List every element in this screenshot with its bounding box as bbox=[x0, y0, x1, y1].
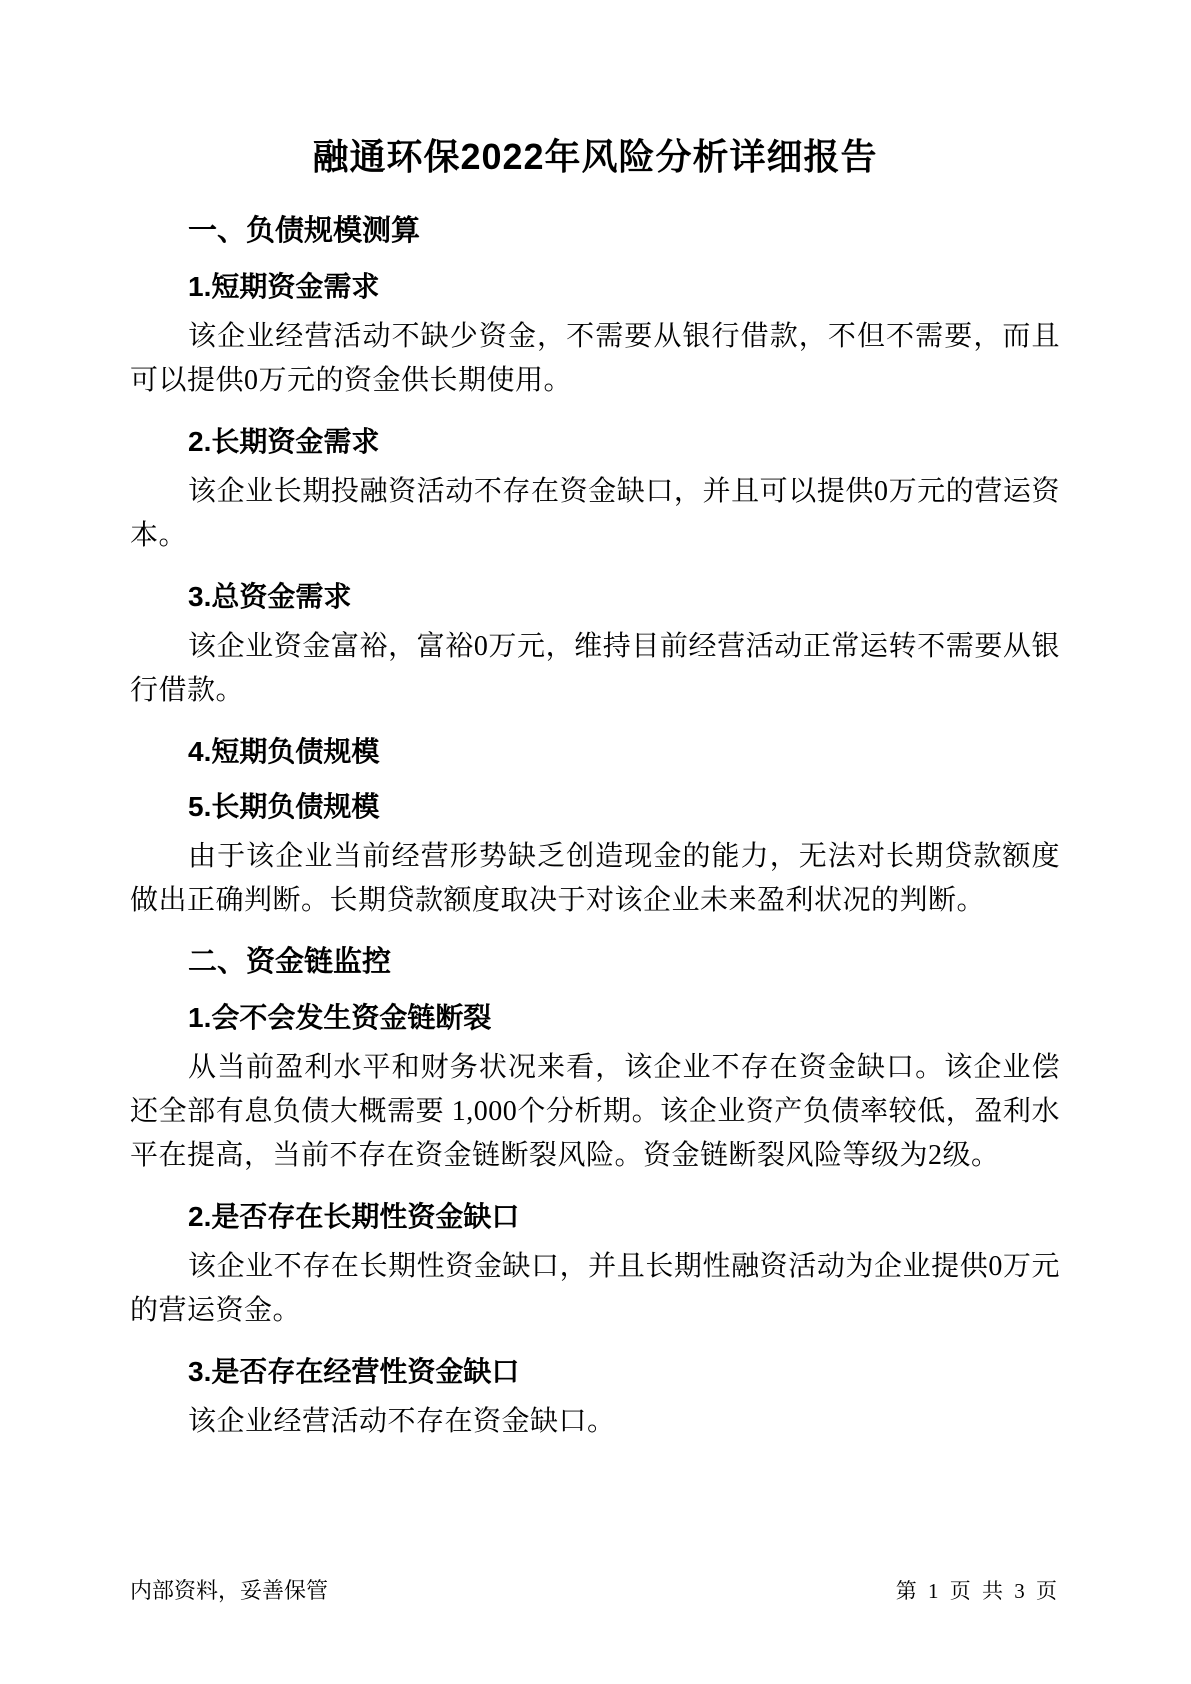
document-title: 融通环保2022年风险分析详细报告 bbox=[312, 136, 878, 177]
sub-heading: 2.长期资金需求 bbox=[188, 426, 380, 457]
footer-confidential-note: 内部资料，妥善保管 bbox=[130, 1578, 329, 1603]
sub-heading: 3.总资金需求 bbox=[188, 581, 352, 612]
document-body bbox=[130, 214, 1060, 1444]
section-heading: 一、负债规模测算 bbox=[188, 215, 421, 247]
section-heading: 二、资金链监控 bbox=[188, 946, 392, 978]
footer-page-number: 第 1 页 共 3 页 bbox=[895, 1579, 1060, 1603]
sub-heading: 1.短期资金需求 bbox=[188, 271, 380, 302]
sub-heading: 4.短期负债规模 bbox=[188, 736, 380, 767]
paragraph: 从当前盈利水平和财务状况来看，该企业不存在资金缺口。该企业偿还全部有息负债大概需要 1,000个分析期。该企业资产负债率较低，盈利水平在提高，当前不存在资金链断裂风险。资金链断裂风险等级为2级。 bbox=[130, 1052, 1060, 1171]
paragraph: 该企业不存在长期性资金缺口，并且长期性融资活动为企业提供0万元的营运资金。 bbox=[130, 1251, 1060, 1326]
paragraph: 该企业资金富裕，富裕0万元，维持目前经营活动正常运转不需要从银行借款。 bbox=[130, 631, 1060, 706]
sub-heading: 1.会不会发生资金链断裂 bbox=[188, 1002, 492, 1033]
paragraph: 该企业长期投融资活动不存在资金缺口，并且可以提供0万元的营运资本。 bbox=[130, 476, 1060, 551]
document-content bbox=[130, 0, 1060, 1456]
sub-heading: 2.是否存在长期性资金缺口 bbox=[188, 1201, 520, 1232]
paragraph: 该企业经营活动不缺少资金，不需要从银行借款，不但不需要，而且可以提供0万元的资金供长期使用。 bbox=[130, 321, 1060, 396]
page-footer bbox=[130, 1578, 1060, 1604]
paragraph: 由于该企业当前经营形势缺乏创造现金的能力，无法对长期贷款额度做出正确判断。长期贷款额度取决于对该企业未来盈利状况的判断。 bbox=[130, 841, 1060, 916]
sub-heading: 3.是否存在经营性资金缺口 bbox=[188, 1356, 520, 1387]
paragraph: 该企业经营活动不存在资金缺口。 bbox=[188, 1406, 616, 1437]
sub-heading: 5.长期负债规模 bbox=[188, 791, 380, 822]
